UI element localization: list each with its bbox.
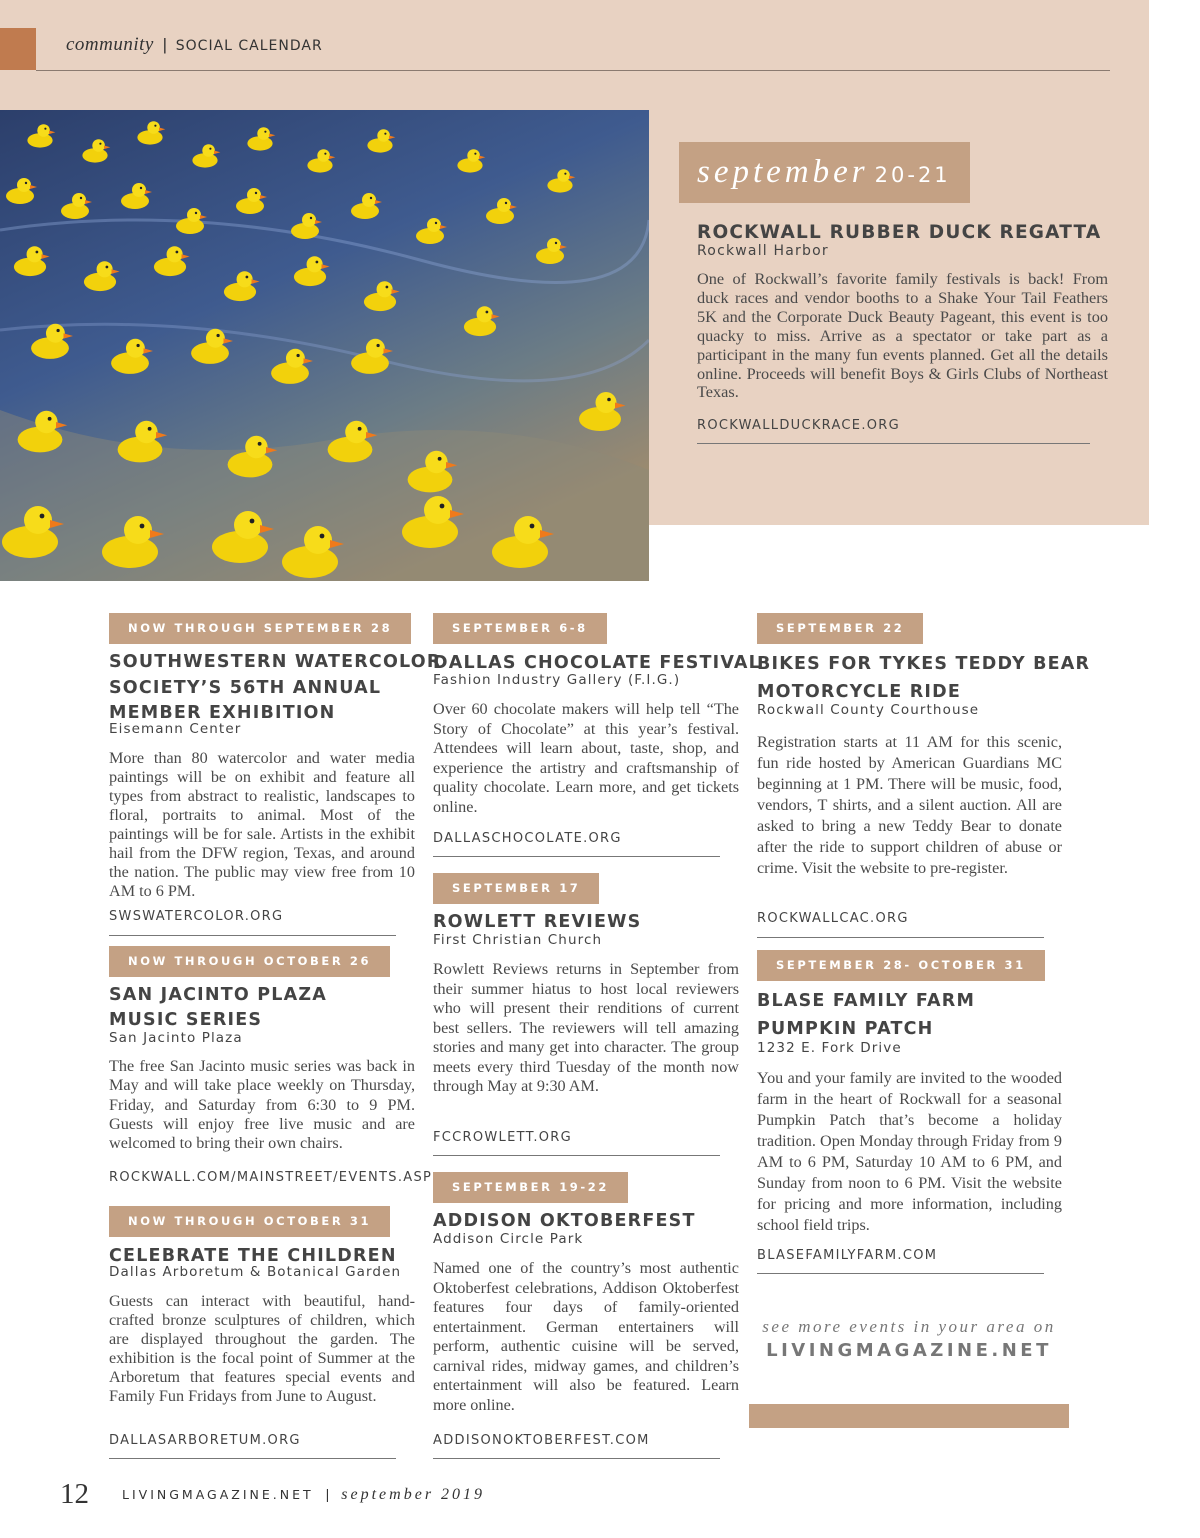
event-title-line: SOCIETY’S 56TH ANNUAL	[109, 677, 382, 698]
event-date-badge: SEPTEMBER 6-8	[433, 613, 607, 644]
event-title	[757, 650, 1090, 706]
event-title	[109, 983, 327, 1032]
event-title-line: SAN JACINTO PLAZA	[109, 985, 328, 1005]
event-rule	[757, 1273, 1044, 1274]
event-link[interactable]: FCCROWLETT.ORG	[433, 1130, 572, 1145]
feature-month: september	[697, 154, 869, 190]
feature-title: ROCKWALL RUBBER DUCK REGATTA	[697, 222, 1102, 243]
see-more-text: see more events in your area on	[762, 1317, 1056, 1336]
event-link[interactable]: SWSWATERCOLOR.ORG	[109, 909, 284, 924]
event-link[interactable]: ADDISONOKTOBERFEST.COM	[433, 1433, 650, 1448]
footer-site: LIVINGMAGAZINE.NET	[122, 1487, 314, 1502]
header-rule	[36, 70, 1110, 71]
corner-accent	[0, 28, 36, 70]
event-description: Guests can interact with beautiful, hand-crafted bronze sculptures of children, which are displayed throughout the garden. The exhibition is the focal point of Summer at the Arboretum that features special events and Family Fun Fridays from June to August.	[109, 1292, 415, 1405]
event-description: You and your family are invited to the wooded farm in the heart of Rockwall for a seasonal Pumpkin Patch that’s become a holiday tradition. Open Monday through Friday from 9 AM to 6 PM, Saturday 10 AM to 6 PM, and Sunday from noon to 6 PM. Visit the website for pricing and more information, including school field trips.	[757, 1069, 1062, 1234]
event-date-badge: NOW THROUGH SEPTEMBER 28	[109, 613, 411, 644]
event-location: Rockwall County Courthouse	[757, 702, 980, 718]
event-title-line: SOUTHWESTERN WATERCOLOR	[109, 652, 442, 672]
event-location: Fashion Industry Gallery (F.I.G.)	[433, 672, 681, 688]
footer-issue: september 2019	[341, 1486, 486, 1503]
event-link[interactable]: ROCKWALL.COM/MAINSTREET/EVENTS.ASP	[109, 1170, 433, 1185]
header-category: community	[66, 34, 154, 55]
event-description: Over 60 chocolate makers will help tell “The Story of Chocolate” at this year’s festival. Attendees will learn about, taste, shop, and experience the artistry and craftsmanship of quality chocolate. Learn more, and get tickets online.	[433, 700, 739, 816]
event-title	[109, 650, 442, 727]
feature-location: Rockwall Harbor	[697, 243, 829, 259]
event-location: First Christian Church	[433, 932, 603, 948]
event-rule	[433, 1155, 720, 1156]
see-more-link[interactable]: LIVINGMAGAZINE.NET	[766, 1340, 1052, 1361]
event-title-line: CELEBRATE THE CHILDREN	[109, 1246, 397, 1266]
event-link[interactable]: DALLASARBORETUM.ORG	[109, 1433, 301, 1448]
event-description: More than 80 watercolor and water media paintings will be on exhibit and feature all types from abstract to realistic, landscapes to floral, portraits to animal. Most of the paintings will be for sale. Artists in the exhibit hail from the DFW region, Texas, and around the nation. The public may view free from 10 AM to 6 PM.	[109, 749, 415, 900]
event-location: 1232 E. Fork Drive	[757, 1040, 902, 1056]
event-date-badge: SEPTEMBER 17	[433, 873, 599, 904]
event-title-line: BLASE FAMILY FARM	[757, 991, 976, 1011]
feature-description: One of Rockwall’s favorite family festivals is back! From duck races and vendor booths to a Shake Your Tail Feathers 5K and the Corporate Duck Beauty Pageant, this event is too quacky to miss. Arrive as a spectator or take part as a participant in the many fun events planned. Get all the details online. Proceeds will benefit Boys & Girls Clubs of Northeast Texas.	[697, 269, 1108, 402]
event-link[interactable]: BLASEFAMILYFARM.COM	[757, 1248, 938, 1263]
event-description: Rowlett Reviews returns in September from their summer hiatus to host local reviewers who will present their renditions of current best sellers. The reviewers will tell amazing stories and many get into character. The group meets every third Tuesday of the month now through May at 9:30 AM.	[433, 960, 739, 1095]
event-date-badge: SEPTEMBER 19-22	[433, 1172, 628, 1203]
page-footer	[122, 1486, 485, 1504]
event-date-badge: NOW THROUGH OCTOBER 26	[109, 946, 390, 977]
event-title-line: PUMPKIN PATCH	[757, 1019, 934, 1039]
event-title-line: ADDISON OKTOBERFEST	[433, 1211, 696, 1231]
event-title-line: MOTORCYCLE RIDE	[757, 682, 961, 702]
duck-photo-illustration	[0, 110, 649, 581]
event-description: The free San Jacinto music series was back in May and will take place weekly on Thursday, Friday, and Saturday from 6:30 to 9 PM. Guests will enjoy free live music and are welcomed to bring their own chairs.	[109, 1057, 415, 1153]
event-rule	[109, 935, 396, 936]
event-rule	[433, 856, 720, 857]
event-title	[757, 987, 975, 1043]
feature-link[interactable]: ROCKWALLDUCKRACE.ORG	[697, 418, 900, 433]
event-location: San Jacinto Plaza	[109, 1030, 243, 1046]
section-header	[66, 34, 323, 56]
feature-days: 20-21	[874, 163, 951, 187]
event-description: Named one of the country’s most authentic Oktoberfest celebrations, Addison Oktoberfest features four days of family-oriented entertainment. German entertainers will perform, authentic cuisine will be served, carnival rides, midway games, and children’s entertainment will also be featured. Learn more online.	[433, 1259, 739, 1414]
event-location: Addison Circle Park	[433, 1231, 584, 1247]
header-section: SOCIAL CALENDAR	[175, 38, 323, 54]
feature-rule	[697, 443, 1090, 444]
event-location: Eisemann Center	[109, 721, 242, 737]
event-rule	[109, 1458, 396, 1459]
event-title-line: DALLAS CHOCOLATE FESTIVAL	[433, 653, 762, 673]
event-date-badge: SEPTEMBER 22	[757, 613, 923, 644]
event-title-line: MEMBER EXHIBITION	[109, 703, 336, 723]
event-link[interactable]: ROCKWALLCAC.ORG	[757, 911, 909, 926]
event-title-line: ROWLETT REVIEWS	[433, 912, 642, 932]
rubber-duck-photo	[0, 110, 649, 581]
event-title	[433, 1209, 696, 1233]
event-rule	[433, 1458, 720, 1459]
event-date-badge: NOW THROUGH OCTOBER 31	[109, 1206, 390, 1237]
event-date-badge: SEPTEMBER 28- OCTOBER 31	[757, 950, 1045, 981]
event-title-line: BIKES FOR TYKES TEDDY BEAR	[757, 654, 1091, 674]
event-description: Registration starts at 11 AM for this scenic, fun ride hosted by American Guardians MC beginning at 1 PM. There will be music, food, vendors, T shirts, and a silent auction. All are asked to bring a new Teddy Bear to donate after the ride to support children of abuse or crime. Visit the website to pre-register.	[757, 733, 1062, 877]
event-link[interactable]: DALLASCHOCOLATE.ORG	[433, 831, 622, 846]
footer-separator: |	[325, 1486, 330, 1502]
header-separator: |	[162, 35, 168, 54]
event-title	[433, 910, 641, 934]
event-rule	[757, 937, 1044, 938]
event-title-line: MUSIC SERIES	[109, 1009, 263, 1030]
event-location: Dallas Arboretum & Botanical Garden	[109, 1264, 402, 1280]
feature-date-badge	[679, 142, 970, 203]
page-number: 12	[60, 1478, 89, 1510]
accent-bar	[749, 1404, 1069, 1428]
